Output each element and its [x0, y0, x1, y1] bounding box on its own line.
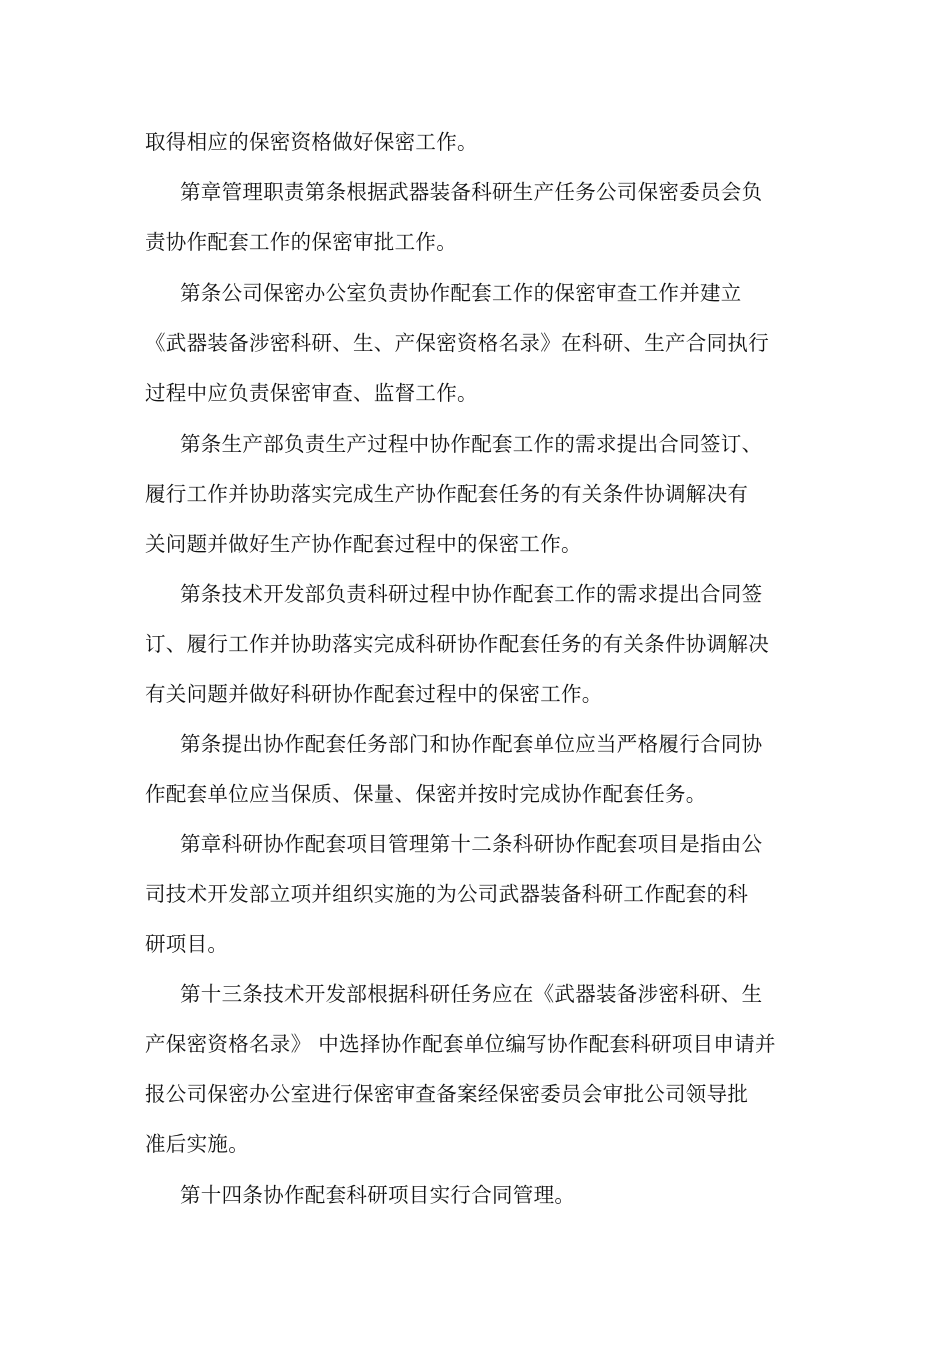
text-line: 订、履行工作并协助落实完成科研协作配套任务的有关条件协调解决	[145, 632, 769, 656]
text-line: 责协作配套工作的保密审批工作。	[145, 230, 457, 254]
paragraph-first-line: 第条生产部负责生产过程中协作配套工作的需求提出合同签订、	[180, 432, 763, 456]
paragraph-first-line: 第条提出协作配套任务部门和协作配套单位应当严格履行合同协	[180, 732, 763, 756]
text-line: 报公司保密办公室进行保密审查备案经保密委员会审批公司领导批	[145, 1082, 749, 1106]
paragraph-first-line: 第章管理职责第条根据武器装备科研生产任务公司保密委员会负	[180, 180, 763, 204]
text-line: 准后实施。	[145, 1132, 249, 1156]
paragraph-first-line: 第条技术开发部负责科研过程中协作配套工作的需求提出合同签	[180, 582, 763, 606]
paragraph-first-line: 第条公司保密办公室负责协作配套工作的保密审查工作并建立	[180, 281, 742, 305]
paragraph-first-line: 第十三条技术开发部根据科研任务应在《武器装备涉密科研、生	[180, 982, 763, 1006]
text-line: 履行工作并协助落实完成生产协作配套任务的有关条件协调解决有	[145, 482, 749, 506]
text-line: 关问题并做好生产协作配套过程中的保密工作。	[145, 532, 582, 556]
text-line: 研项目。	[145, 932, 229, 956]
text-line: 有关问题并做好科研协作配套过程中的保密工作。	[145, 682, 603, 706]
text-line: 作配套单位应当保质、保量、保密并按时完成协作配套任务。	[145, 782, 707, 806]
text-line: 《武器装备涉密科研、生、产保密资格名录》在科研、生产合同执行	[145, 331, 769, 355]
paragraph-first-line: 第章科研协作配套项目管理第十二条科研协作配套项目是指由公	[180, 832, 763, 856]
paragraph-first-line: 第十四条协作配套科研项目实行合同管理。	[180, 1183, 576, 1207]
text-line: 过程中应负责保密审查、监督工作。	[145, 381, 478, 405]
text-line: 司技术开发部立项并组织实施的为公司武器装备科研工作配套的科	[145, 882, 749, 906]
text-line: 产保密资格名录》 中选择协作配套单位编写协作配套科研项目申请并	[145, 1032, 776, 1056]
text-line: 取得相应的保密资格做好保密工作。	[145, 130, 478, 154]
